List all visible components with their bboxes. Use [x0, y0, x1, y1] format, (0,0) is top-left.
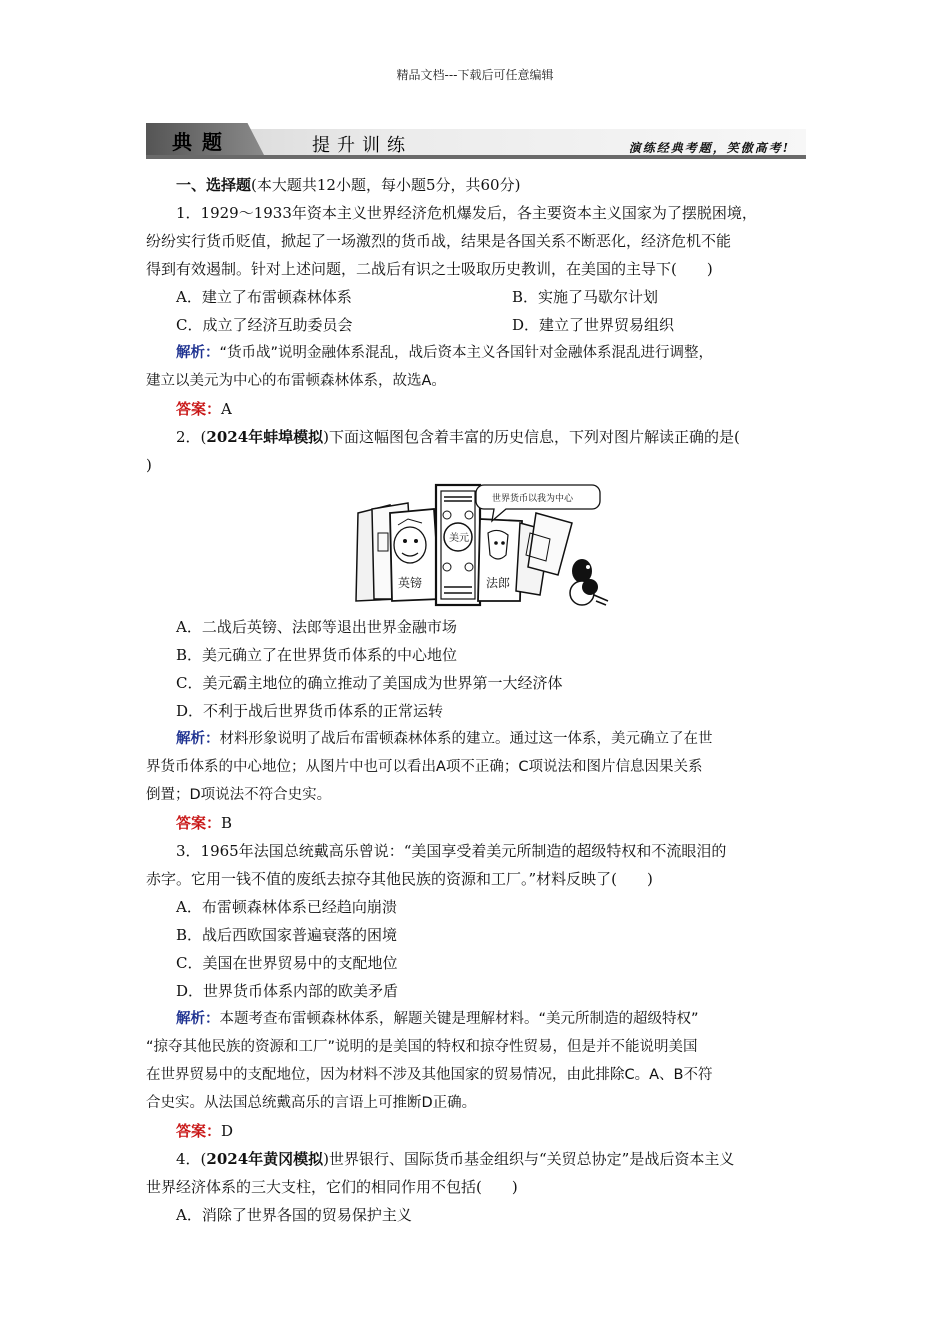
q2-source: 2024年蚌埠模拟	[206, 428, 324, 446]
q1-options-row-1	[146, 283, 810, 311]
q2-cartoon-figure	[146, 479, 810, 613]
q2-analysis-line-3: 倒置；D项说法不符合史实。	[146, 787, 332, 803]
q2-analysis: 解析：材料形象说明了战后布雷顿森林体系的建立。通过这一体系，美元确立了在世	[176, 731, 713, 747]
q2-analysis-line-2: 界货币体系的中心地位；从图片中也可以看出A项不正确；C项说法和图片信息因果关系	[146, 759, 703, 775]
section-banner	[146, 123, 806, 161]
q3-analysis-line-2: “掠夺其他民族的资源和工厂”说明的是美国的特权和掠夺性贸易，但是并不能说明美国	[146, 1039, 698, 1055]
q3-answer: 答案：D	[176, 1122, 234, 1140]
pound-label: 英镑	[398, 576, 423, 590]
banner-slogan: 演练经典考题，笑傲高考!	[628, 141, 790, 155]
q1-option-d: D．建立了世界贸易组织	[512, 316, 675, 334]
q1-option-c: C．成立了经济互助委员会	[176, 316, 353, 334]
q3-stem-line-2: 赤字。它用一钱不值的废纸去掠夺其他民族的资源和工厂。”材料反映了( )	[146, 870, 653, 888]
q3-option-c: C．美国在世界贸易中的支配地位	[176, 954, 398, 972]
q2-stem-line-1: 2．(2024年蚌埠模拟)下面这幅图包含着丰富的历史信息，下列对图片解读正确的是(	[176, 428, 740, 446]
q2-option-d: D．不利于战后世界货币体系的正常运转	[176, 702, 444, 720]
document-body	[146, 171, 810, 1229]
franc-label: 法郎	[486, 576, 511, 590]
banner-tag: 典题	[172, 130, 232, 154]
section-heading: 一、选择题(本大题共12小题，每小题5分，共60分)	[176, 176, 521, 194]
q3-stem-line-1: 3．1965年法国总统戴高乐曾说：“美国享受着美元所制造的超级特权和不流眼泪的	[176, 842, 727, 860]
q3-option-b: B．战后西欧国家普遍衰落的困境	[176, 926, 398, 944]
q1-answer: 答案：A	[176, 400, 232, 418]
q1-option-a: A．建立了布雷顿森林体系	[176, 288, 352, 306]
q2-option-b: B．美元确立了在世界货币体系的中心地位	[176, 646, 458, 664]
q3-analysis: 解析：本题考查布雷顿森林体系，解题关键是理解材料。“美元所制造的超级特权”	[176, 1011, 699, 1027]
header-watermark: 精品文档---下载后可任意编辑	[396, 68, 554, 82]
speech-bubble-text: 世界货币以我为中心	[492, 494, 574, 504]
q4-stem-line-1: 4．(2024年黄冈模拟)世界银行、国际货币基金组织与“关贸总协定”是战后资本主义	[176, 1150, 735, 1168]
q1-analysis: 解析：“货币战”说明金融体系混乱，战后资本主义各国针对金融体系混乱进行调整，	[176, 345, 714, 361]
q2-option-a: A．二战后英镑、法郎等退出世界金融市场	[176, 618, 457, 636]
currency-cartoon	[350, 483, 620, 609]
q2-option-c: C．美元霸主地位的确立推动了美国成为世界第一大经济体	[176, 674, 563, 692]
q4-option-a: A．消除了世界各国的贸易保护主义	[176, 1206, 412, 1224]
q1-stem-line-1: 1．1929～1933年资本主义世界经济危机爆发后，各主要资本主义国家为了摆脱困境，	[176, 204, 757, 222]
q3-option-a: A．布雷顿森林体系已经趋向崩溃	[176, 898, 397, 916]
banner-title: 提升训练	[312, 135, 412, 156]
q1-analysis-line-2: 建立以美元为中心的布雷顿森林体系，故选A。	[146, 373, 446, 389]
q1-stem-line-2: 纷纷实行货币贬值，掀起了一场激烈的货币战，结果是各国关系不断恶化，经济危机不能	[146, 232, 732, 250]
q4-source: 2024年黄冈模拟	[206, 1150, 324, 1168]
q1-options-row-2	[146, 311, 810, 339]
dollar-label: 美元	[449, 533, 469, 544]
q2-stem-line-2: )	[146, 456, 152, 474]
q1-stem-line-3: 得到有效遏制。针对上述问题，二战后有识之士吸取历史教训，在美国的主导下( )	[146, 260, 713, 278]
q1-option-b: B．实施了马歇尔计划	[512, 288, 659, 306]
q3-analysis-line-4: 合史实。从法国总统戴高乐的言语上可推断D正确。	[146, 1095, 477, 1111]
q2-answer: 答案：B	[176, 814, 233, 832]
q3-analysis-line-3: 在世界贸易中的支配地位，因为材料不涉及其他国家的贸易情况，由此排除C。A、B不符	[146, 1067, 713, 1083]
q3-option-d: D．世界货币体系内部的欧美矛盾	[176, 982, 399, 1000]
q4-stem-line-2: 世界经济体系的三大支柱，它们的相同作用不包括( )	[146, 1178, 518, 1196]
